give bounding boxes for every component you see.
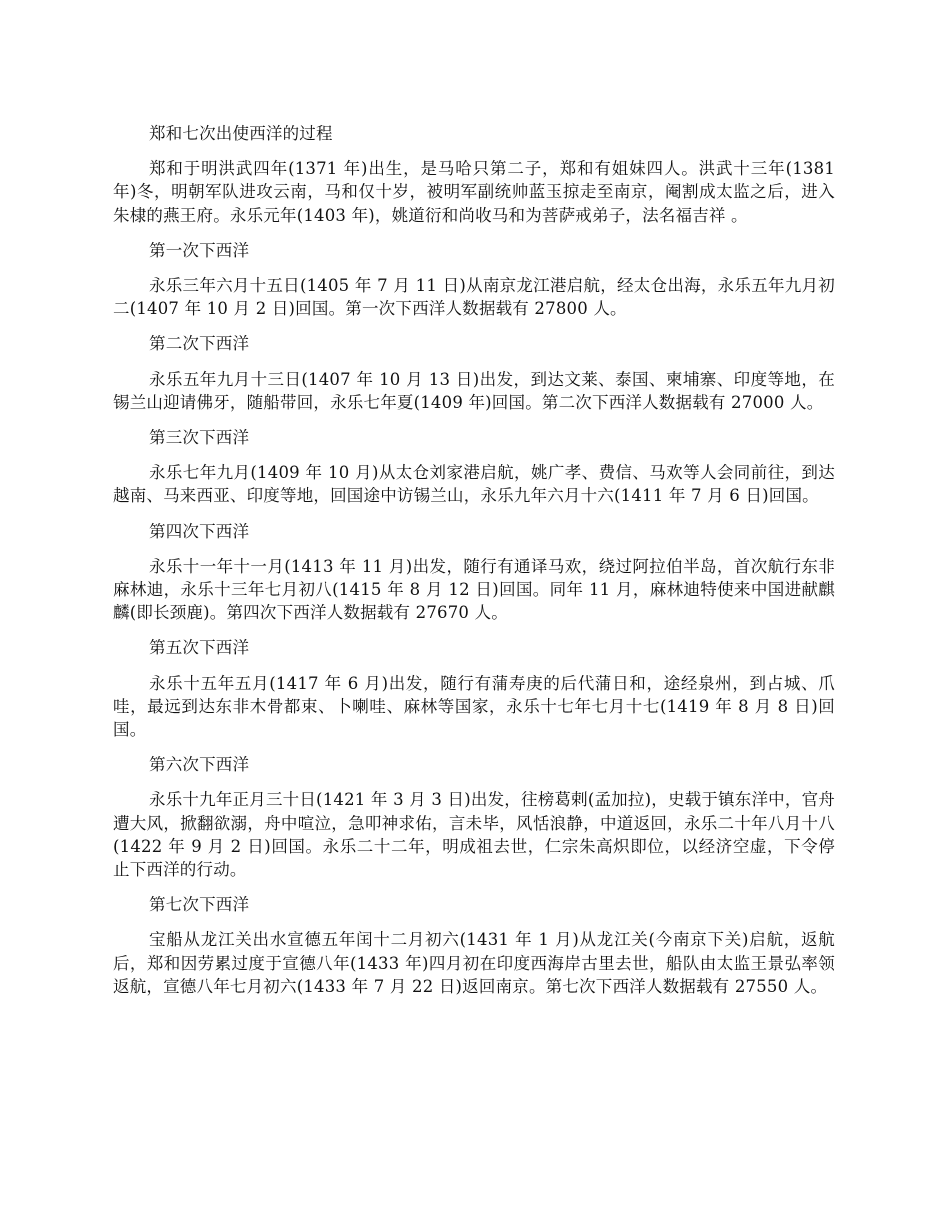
- intro-paragraph: 郑和于明洪武四年(1371 年)出生，是马哈只第二子，郑和有姐妹四人。洪武十三年(1381 年)冬，明朝军队进攻云南，马和仅十岁，被明军副统帅蓝玉掠走至南京，阉割成太监之后，进入朱棣的燕王府。永乐元年(1403 年)，姚道衍和尚收马和为菩萨戒弟子，法名福吉祥 。: [113, 159, 835, 225]
- voyage-7-heading: 第七次下西洋: [149, 895, 250, 915]
- voyage-5-paragraph: 永乐十五年五月(1417 年 6 月)出发，随行有蒲寿庚的后代蒲日和，途经泉州，到占城、爪哇，最远到达东非木骨都束、卜喇哇、麻林等国家，永乐十七年七月十七(1419 年 8 月 8 日)回国。: [113, 673, 835, 740]
- voyage-5-heading: 第五次下西洋: [149, 638, 250, 658]
- voyage-4-heading: 第四次下西洋: [149, 521, 250, 541]
- voyage-6-heading: 第六次下西洋: [149, 755, 250, 775]
- voyage-1-paragraph: 永乐三年六月十五日(1405 年 7 月 11 日)从南京龙江港启航，经太仓出海，永乐五年九月初二(1407 年 10 月 2 日)回国。第一次下西洋人数据载有 27800 人。: [113, 276, 835, 319]
- voyage-6-paragraph: 永乐十九年正月三十日(1421 年 3 月 3 日)出发，往榜葛剌(孟加拉)，史载于镇东洋中，官舟遭大风，掀翻欲溺，舟中喧泣，急叩神求佑，言未毕，风恬浪静，中道返回，永乐二十年八月十八(1422 年 9 月 2 日)回国。永乐二十二年，明成祖去世，仁宗朱高炽即位，以经济空虚，下令停止下西洋的行动。: [113, 790, 835, 880]
- voyage-2-heading: 第二次下西洋: [149, 334, 250, 354]
- voyage-1-heading: 第一次下西洋: [149, 240, 250, 260]
- voyage-7-paragraph: 宝船从龙江关出水宣德五年闰十二月初六(1431 年 1 月)从龙江关(今南京下关)启航，返航后，郑和因劳累过度于宣德八年(1433 年)四月初在印度西海岸古里去世，船队由太监王景弘率领返航，宣德八年七月初六(1433 年 7 月 22 日)返回南京。第七次下西洋人数据载有 27550 人。: [113, 930, 835, 996]
- voyage-2-paragraph: 永乐五年九月十三日(1407 年 10 月 13 日)出发，到达文莱、泰国、柬埔寨、印度等地，在锡兰山迎请佛牙，随船带回，永乐七年夏(1409 年)回国。第二次下西洋人数据载有 27000 人。: [113, 369, 835, 412]
- document-title: 郑和七次出使西洋的过程: [149, 124, 333, 143]
- voyage-4-paragraph: 永乐十一年十一月(1413 年 11 月)出发，随行有通译马欢，绕过阿拉伯半岛，首次航行东非麻林迪，永乐十三年七月初八(1415 年 8 月 12 日)回国。同年 11 月，麻林迪特使来中国进献麒麟(即长颈鹿)。第四次下西洋人数据载有 27670 人。: [113, 556, 835, 623]
- voyage-3-paragraph: 永乐七年九月(1409 年 10 月)从太仓刘家港启航，姚广孝、费信、马欢等人会同前往，到达越南、马来西亚、印度等地，回国途中访锡兰山，永乐九年六月十六(1411 年 7 月 6 日)回国。: [113, 463, 835, 506]
- document-page: [113, 122, 835, 1010]
- voyage-3-heading: 第三次下西洋: [149, 428, 250, 448]
